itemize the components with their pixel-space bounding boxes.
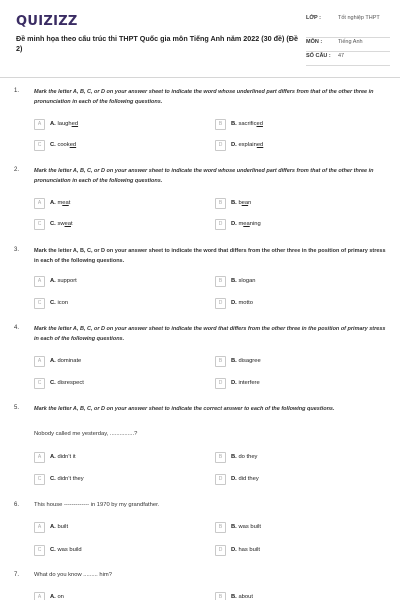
option-letter-box: A bbox=[34, 198, 45, 209]
option-text: B. disagree bbox=[231, 358, 261, 364]
option-text: D. interfere bbox=[231, 380, 260, 386]
option-letter-box: D bbox=[215, 219, 226, 230]
option-text: A. on bbox=[50, 594, 64, 600]
question-number: 5. bbox=[14, 405, 20, 411]
option-a[interactable] bbox=[34, 275, 77, 287]
question-instruction: Mark the letter A, B, C, or D on your answer sheet to indicate the word whose underlined part differs from that of the other three in pronunciation in each of the following questions. bbox=[34, 168, 374, 184]
option-letter-box: A bbox=[34, 356, 45, 367]
question-instruction: Mark the letter A, B, C, or D on your answer sheet to indicate the word whose underlined part differs from that of the other three in pronunciation in each of the following questions. bbox=[34, 89, 374, 105]
meta-row-subject bbox=[306, 38, 390, 52]
option-text: D. meaning bbox=[231, 221, 261, 227]
question-number: 1. bbox=[14, 88, 20, 94]
option-b[interactable] bbox=[215, 197, 251, 209]
option-text: C. sweat bbox=[50, 221, 73, 227]
question-number: 6. bbox=[14, 502, 20, 508]
option-letter-box: B bbox=[215, 592, 226, 600]
question-number: 2. bbox=[14, 167, 20, 173]
option-letter-box: B bbox=[215, 119, 226, 130]
option-c[interactable] bbox=[34, 473, 84, 485]
option-text: B. sacrificed bbox=[231, 121, 263, 127]
option-letter-box: C bbox=[34, 545, 45, 556]
question-number: 7. bbox=[14, 572, 20, 578]
option-b[interactable] bbox=[215, 118, 263, 130]
meta-value: Tiếng Anh bbox=[338, 39, 363, 45]
option-letter-box: D bbox=[215, 474, 226, 485]
option-letter-box: D bbox=[215, 545, 226, 556]
option-text: C. was build bbox=[50, 547, 82, 553]
option-d[interactable] bbox=[215, 297, 253, 309]
option-text: C. cooked bbox=[50, 142, 77, 148]
meta-label: SỐ CÂU : bbox=[306, 53, 331, 59]
quizizz-logo: QUIZIZZ bbox=[16, 14, 78, 29]
option-text: A. meat bbox=[50, 200, 71, 206]
option-text: D. has built bbox=[231, 547, 261, 553]
option-text: B. bean bbox=[231, 200, 252, 206]
option-text: A. support bbox=[50, 278, 77, 284]
option-letter-box: A bbox=[34, 119, 45, 130]
option-text: C. disrespect bbox=[50, 380, 84, 386]
option-letter-box: A bbox=[34, 276, 45, 287]
option-b[interactable] bbox=[215, 521, 261, 533]
question-stem: This house ------------- in 1970 by my grandfather. bbox=[34, 502, 160, 508]
meta-value: Tốt nghiệp THPT bbox=[338, 15, 380, 21]
option-letter-box: C bbox=[34, 298, 45, 309]
option-text: A. laughed bbox=[50, 121, 79, 127]
option-c[interactable] bbox=[34, 218, 73, 230]
option-a[interactable] bbox=[34, 197, 70, 209]
option-c[interactable] bbox=[34, 544, 82, 556]
option-a[interactable] bbox=[34, 355, 81, 367]
worksheet-meta bbox=[306, 14, 390, 66]
option-a[interactable] bbox=[34, 591, 64, 600]
option-text: B. was built bbox=[231, 524, 261, 530]
option-b[interactable] bbox=[215, 275, 256, 287]
option-b[interactable] bbox=[215, 355, 261, 367]
option-letter-box: B bbox=[215, 452, 226, 463]
option-text: B. about bbox=[231, 594, 253, 600]
question-instruction: Mark the letter A, B, C, or D on your answer sheet to indicate the correct answer to each of the following questions. bbox=[34, 406, 335, 412]
option-letter-box: C bbox=[34, 474, 45, 485]
option-b[interactable] bbox=[215, 451, 257, 463]
meta-value: 47 bbox=[338, 53, 345, 59]
option-c[interactable] bbox=[34, 297, 68, 309]
question-stem: Nobody called me yesterday, ...............? bbox=[34, 431, 138, 437]
option-d[interactable] bbox=[215, 139, 263, 151]
option-letter-box: C bbox=[34, 378, 45, 389]
option-text: D. motto bbox=[231, 300, 253, 306]
option-text: B. do they bbox=[231, 454, 258, 460]
option-letter-box: D bbox=[215, 298, 226, 309]
option-letter-box: B bbox=[215, 356, 226, 367]
option-text: C. icon bbox=[50, 300, 69, 306]
option-letter-box: B bbox=[215, 522, 226, 533]
question-number: 3. bbox=[14, 247, 20, 253]
option-c[interactable] bbox=[34, 139, 76, 151]
option-letter-box: A bbox=[34, 522, 45, 533]
option-a[interactable] bbox=[34, 451, 76, 463]
option-d[interactable] bbox=[215, 218, 261, 230]
option-a[interactable] bbox=[34, 521, 68, 533]
option-letter-box: C bbox=[34, 140, 45, 151]
option-text: A. built bbox=[50, 524, 69, 530]
option-letter-box: A bbox=[34, 452, 45, 463]
option-text: B. slogan bbox=[231, 278, 256, 284]
option-b[interactable] bbox=[215, 591, 253, 600]
option-letter-box: C bbox=[34, 219, 45, 230]
meta-label: MÔN : bbox=[306, 39, 323, 45]
option-text: C. didn't they bbox=[50, 476, 84, 482]
option-text: D. explained bbox=[231, 142, 264, 148]
option-letter-box: D bbox=[215, 378, 226, 389]
meta-label: LỚP : bbox=[306, 15, 321, 21]
option-letter-box: B bbox=[215, 198, 226, 209]
option-letter-box: B bbox=[215, 276, 226, 287]
option-d[interactable] bbox=[215, 473, 259, 485]
question-number: 4. bbox=[14, 325, 20, 331]
worksheet-header bbox=[0, 0, 400, 78]
question-instruction: Mark the letter A, B, C, or D on your answer sheet to indicate the word that differs from the other three in the position of primary stress in each of the following questions. bbox=[34, 326, 386, 342]
option-text: D. did they bbox=[231, 476, 259, 482]
meta-row-class bbox=[306, 14, 390, 38]
option-text: A. dominate bbox=[50, 358, 82, 364]
question-stem: What do you know ......... him? bbox=[34, 572, 112, 578]
option-text: A. didn't it bbox=[50, 454, 76, 460]
option-a[interactable] bbox=[34, 118, 78, 130]
option-letter-box: A bbox=[34, 592, 45, 600]
option-d[interactable] bbox=[215, 544, 260, 556]
option-c[interactable] bbox=[34, 377, 84, 389]
document-title: Đề minh họa theo cấu trúc thi THPT Quốc gia môn Tiếng Anh năm 2022 (30 đề) (Đề 2) bbox=[16, 34, 298, 53]
option-letter-box: D bbox=[215, 140, 226, 151]
question-instruction: Mark the letter A, B, C, or D on your answer sheet to indicate the word that differs from the other three in the position of primary stress in each of the following questions. bbox=[34, 248, 386, 264]
meta-row-count bbox=[306, 52, 390, 66]
option-d[interactable] bbox=[215, 377, 260, 389]
